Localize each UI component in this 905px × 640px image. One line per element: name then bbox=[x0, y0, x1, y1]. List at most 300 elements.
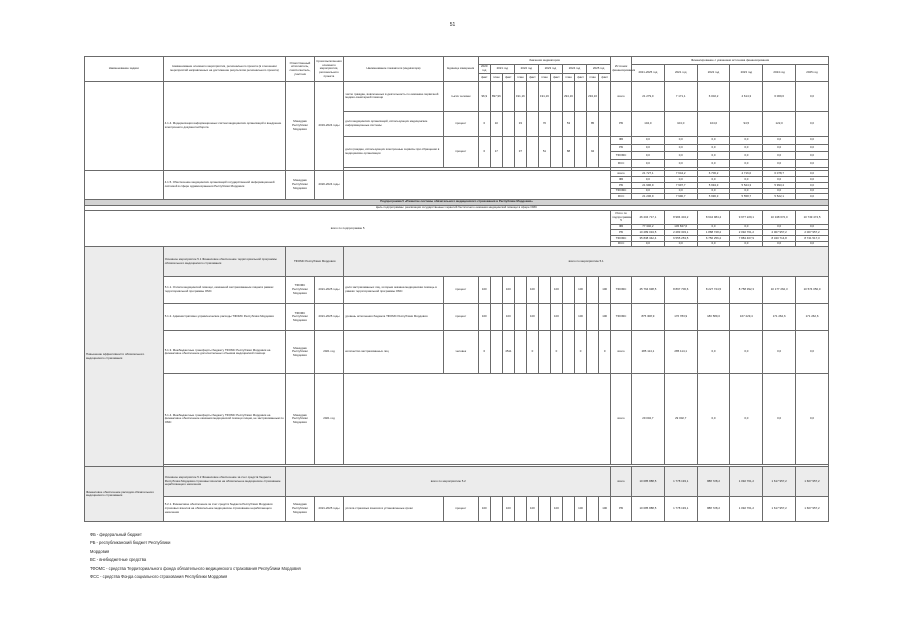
fund-cell: 0,0 bbox=[730, 144, 763, 152]
fund-cell: 0,0 bbox=[796, 111, 829, 136]
value-cell: 70 bbox=[538, 111, 550, 136]
event-5-2-1: 5.2.1. Финансовое обеспечение за счет средств бюджета Республики Мордовия страховых взносов на обязательное медицинское страхование неработающего населения bbox=[163, 496, 286, 521]
table-row bbox=[85, 247, 829, 276]
fund-cell: 104,0 bbox=[664, 111, 697, 136]
value-cell bbox=[514, 276, 526, 303]
value-cell: 100 bbox=[502, 276, 514, 303]
fund-cell: 0,0 bbox=[796, 224, 829, 230]
fund-cell: 29 002,7 bbox=[664, 374, 697, 465]
fund-cell: 1 888 728,2 bbox=[697, 230, 730, 236]
fund-cell: 0,0 bbox=[730, 331, 763, 374]
fund-total-year: 2021-2025 год bbox=[631, 64, 664, 81]
value-cell: 0 bbox=[478, 136, 490, 168]
value-cell: 51 bbox=[538, 136, 550, 168]
year-2021: 2021 год bbox=[490, 64, 514, 73]
source-cell: РБ bbox=[611, 144, 632, 152]
value-cell: 294,16 bbox=[562, 82, 574, 111]
executor-cell: Минздрав Республики Мордовия bbox=[286, 331, 314, 374]
value-cell bbox=[514, 331, 526, 374]
fund-cell: 0,0 bbox=[763, 136, 796, 144]
table-row bbox=[85, 211, 829, 224]
legend-item: ВС - внебюджетные средства bbox=[90, 557, 147, 563]
fund-cell: 8 644 984,4 bbox=[697, 211, 730, 224]
value-cell bbox=[587, 331, 599, 374]
abbreviations-legend bbox=[90, 531, 301, 581]
value-cell: 53 bbox=[562, 111, 574, 136]
fund-cell: 0,0 bbox=[796, 160, 829, 168]
fund-cell: 7 990,7 bbox=[664, 194, 697, 200]
event-4-1-5: 4.1.5. Обеспечение медицинских организаций государственной информационной системой в сфере здравоохранения Республики Мордовия bbox=[163, 170, 286, 199]
fund-cell: 0,0 bbox=[796, 194, 829, 200]
year-2024: 2024 год bbox=[562, 64, 586, 73]
value-cell bbox=[599, 82, 611, 111]
fund-cell: 145 847,6 bbox=[664, 224, 697, 230]
fund-cell: 10 177 262,3 bbox=[763, 276, 796, 303]
unit-cell: процент bbox=[443, 276, 478, 303]
fund-cell: 0,0 bbox=[763, 144, 796, 152]
fund-cell: 0,0 bbox=[664, 188, 697, 194]
value-cell bbox=[575, 136, 587, 168]
fund-cell: 0,0 bbox=[697, 374, 730, 465]
source-cell: ФСС bbox=[611, 241, 632, 247]
value-cell bbox=[562, 276, 574, 303]
value-cell: 100 bbox=[526, 276, 538, 303]
plan-label: план bbox=[490, 74, 502, 82]
indicator-cell: доля медицинских организаций, использующих медицинские информационные системы bbox=[344, 111, 444, 136]
col-task: Наименование задачи bbox=[85, 57, 164, 82]
col-source: Источник финансирования bbox=[611, 57, 632, 82]
fund-cell: 1 607 957,2 bbox=[796, 467, 829, 496]
period-cell: 2021-2025 годы bbox=[314, 496, 344, 521]
fund-cell: 0,0 bbox=[697, 160, 730, 168]
fund-cell: 77 340,2 bbox=[631, 224, 664, 230]
col-indicator: Наименование показателя (индикатора) bbox=[344, 57, 444, 82]
fund-cell: 6 078,7 bbox=[763, 170, 796, 177]
legend-item: Мордовия bbox=[90, 548, 110, 554]
fund-cell: 104,0 bbox=[631, 111, 664, 136]
subprogram-title: Подпрограмма 5 «Развитие системы обязательного медицинского страхования в Республике Мордовия» bbox=[85, 199, 829, 205]
fund-cell: 0,0 bbox=[763, 177, 796, 183]
col-indicator-values: Значения индикаторов bbox=[478, 57, 610, 65]
source-cell: ФБ bbox=[611, 136, 632, 144]
source-cell: ТФОМС bbox=[611, 304, 632, 331]
event-5-1: Основное мероприятие 5.1 Финансовое обеспечение территориальной программы обязательного медицинского страхования bbox=[163, 247, 286, 276]
fund-cell: 0,0 bbox=[664, 160, 697, 168]
fund-cell: 0,0 bbox=[796, 170, 829, 177]
fund-cell: 167 229,4 bbox=[730, 304, 763, 331]
value-cell bbox=[538, 496, 550, 521]
event-5-2: Основное мероприятие 5.2 Финансовое обеспечение за счет средств бюджета Республики Мордовия страховых взносов на обязательное медицинское страхование неработающего населения bbox=[163, 467, 286, 496]
value-cell: 0 bbox=[599, 331, 611, 374]
source-cell: ФБ bbox=[611, 224, 632, 230]
executor-cell: Минздрав Республики Мордовия bbox=[286, 170, 314, 199]
value-cell: 191,16 bbox=[514, 82, 526, 111]
source-cell: ТФОМС bbox=[611, 236, 632, 242]
fund-cell: 0,0 bbox=[697, 224, 730, 230]
fund-cell: 10 749 474,5 bbox=[796, 211, 829, 224]
executor-cell: ТФОМС Республики Мордовия bbox=[286, 304, 314, 331]
fund-2022: 2022 год bbox=[697, 64, 730, 81]
value-cell: 100 bbox=[550, 276, 562, 303]
value-cell: 100 bbox=[599, 496, 611, 521]
subprogram-total-label: всего по подпрограмме 5 bbox=[85, 211, 611, 247]
value-cell: 0 bbox=[575, 331, 587, 374]
fund-cell: 2 007 957,2 bbox=[796, 230, 829, 236]
program-table bbox=[84, 56, 829, 522]
task-5-2: Финансовое обеспечение расходов обязательного медицинского страхования bbox=[85, 467, 164, 522]
period-cell: 2019-2024 годы bbox=[314, 82, 344, 170]
fund-cell: 10 085 888,5 bbox=[631, 467, 664, 496]
fund-cell: 0,0 bbox=[796, 331, 829, 374]
fact-label: факт bbox=[599, 74, 611, 82]
value-cell bbox=[599, 136, 611, 168]
fund-cell: 0,0 bbox=[796, 152, 829, 160]
event-4-1-4: 4.1.4. Модернизация информационных систем медицинских организаций и внедрение электронного документооборота bbox=[163, 82, 286, 170]
executor-cell: Минздрав Республики Мордовия bbox=[286, 496, 314, 521]
value-cell bbox=[526, 111, 538, 136]
executor-cell: Минздрав Республики Мордовия bbox=[286, 82, 314, 170]
year-2025: 2025 год bbox=[587, 64, 611, 73]
year-2023: 2023 год bbox=[538, 64, 562, 73]
source-cell: ТФОМС bbox=[611, 276, 632, 303]
year-2020: 2020 год bbox=[478, 64, 490, 73]
plan-label: план bbox=[514, 74, 526, 82]
executor-cell: Минздрав Республики Мордовия bbox=[286, 374, 314, 465]
value-cell: 294,16 bbox=[587, 82, 599, 111]
period-cell: 2021 год bbox=[314, 331, 344, 374]
value-cell: 88 bbox=[562, 136, 574, 168]
value-cell bbox=[538, 276, 550, 303]
period-cell: 2021-2025 годы bbox=[314, 304, 344, 331]
fund-cell: 122,0 bbox=[763, 111, 796, 136]
value-cell: 10 bbox=[490, 111, 502, 136]
fund-cell: 0,0 bbox=[664, 136, 697, 144]
fund-cell: 2 092 761,2 bbox=[730, 230, 763, 236]
table-row bbox=[85, 467, 829, 496]
fund-cell: 1 617 957,2 bbox=[763, 467, 796, 496]
value-cell: 100 bbox=[550, 304, 562, 331]
indicator-cell: уплата страховых взносов в установленные сроки bbox=[344, 496, 444, 521]
fund-cell: 6 069,6 bbox=[763, 82, 796, 111]
value-cell: 897,96 bbox=[490, 82, 502, 111]
fund-cell: 0,0 bbox=[730, 241, 763, 247]
table-row bbox=[85, 331, 829, 374]
fund-cell: 0,0 bbox=[763, 188, 796, 194]
fund-cell: 180 589,0 bbox=[697, 304, 730, 331]
source-cell: всего bbox=[611, 467, 632, 496]
period-cell: 2021-2025 годы bbox=[314, 276, 344, 303]
fund-cell: 46 204 717,1 bbox=[631, 211, 664, 224]
fund-cell: 10 574 050,0 bbox=[796, 276, 829, 303]
value-cell: 100 bbox=[502, 304, 514, 331]
source-cell: ФБ bbox=[611, 177, 632, 183]
value-cell: 33 bbox=[514, 111, 526, 136]
fund-cell: 1 778 193,1 bbox=[664, 496, 697, 521]
fund-cell: 1 617 957,2 bbox=[763, 496, 796, 521]
value-cell bbox=[550, 82, 562, 111]
fact-label: факт bbox=[502, 74, 514, 82]
fund-cell: 4 614,3 bbox=[730, 82, 763, 111]
indicator-cell: количество застрахованных лиц bbox=[344, 331, 444, 374]
fund-cell: 1 607 957,2 bbox=[796, 496, 829, 521]
value-cell bbox=[599, 111, 611, 136]
fund-cell: 6 756 256,2 bbox=[697, 236, 730, 242]
fund-cell: 0,0 bbox=[664, 144, 697, 152]
value-cell: 100 bbox=[575, 496, 587, 521]
event-5-1-2: 5.1.2. Административно-управленческие расходы ТФОМС Республики Мордовия bbox=[163, 304, 286, 331]
legend-item: ТФОМС - средства Территориального фонда обязательного медицинского страхования Республики Мордовия bbox=[90, 565, 301, 571]
value-cell bbox=[514, 496, 526, 521]
fund-cell: 0,0 bbox=[631, 177, 664, 183]
legend-item: РБ - республиканский бюджет Республики bbox=[90, 540, 171, 546]
value-cell bbox=[490, 304, 502, 331]
fund-cell: 171 262,6 bbox=[796, 304, 829, 331]
unit-cell: тысяч человек bbox=[443, 82, 478, 111]
fund-cell: 7 997,7 bbox=[664, 183, 697, 189]
fund-cell: 0,0 bbox=[664, 177, 697, 183]
fund-cell: 0,0 bbox=[730, 136, 763, 144]
fact-label: факт bbox=[575, 74, 587, 82]
plan-label: план bbox=[587, 74, 599, 82]
task-5-1: Повышение эффективности обязательного медицинского страхования bbox=[85, 247, 164, 467]
value-cell bbox=[587, 276, 599, 303]
fund-cell: 285 114,1 bbox=[631, 331, 664, 374]
fund-cell: 94,5 bbox=[730, 111, 763, 136]
fund-cell: 5 522,1 bbox=[763, 194, 796, 200]
fund-cell: 29 002,7 bbox=[631, 374, 664, 465]
value-cell: 17 bbox=[490, 136, 502, 168]
col-unit: Единица измерения bbox=[443, 57, 478, 82]
col-event: Наименование основного мероприятия, регионального проекта (в отношении мероприятий направленных на достижение результатов регионального проекта) bbox=[163, 57, 286, 82]
executor-cell: ТФОМС Республики Мордовия bbox=[286, 247, 344, 276]
fund-cell: 0,0 bbox=[631, 152, 664, 160]
col-executor: Ответственный исполнитель, соисполнитель, участник bbox=[286, 57, 314, 82]
fact-label: факт bbox=[478, 74, 490, 82]
unit-cell: процент bbox=[443, 304, 478, 331]
value-cell bbox=[575, 82, 587, 111]
fund-cell: 0,0 bbox=[796, 241, 829, 247]
value-cell: 100 bbox=[550, 496, 562, 521]
value-cell bbox=[562, 496, 574, 521]
fund-cell: 5 993,4 bbox=[763, 183, 796, 189]
source-cell: всего bbox=[611, 331, 632, 374]
fund-cell: 7 644,2 bbox=[664, 170, 697, 177]
fund-2023: 2023 год bbox=[730, 64, 763, 81]
plan-label: план bbox=[538, 74, 550, 82]
source-cell: РБ bbox=[611, 496, 632, 521]
value-cell: 100 bbox=[599, 276, 611, 303]
fund-cell: 0,0 bbox=[631, 188, 664, 194]
value-cell: 100 bbox=[575, 276, 587, 303]
fund-cell: 171 262,6 bbox=[763, 304, 796, 331]
value-cell bbox=[502, 82, 514, 111]
value-cell: 37 bbox=[514, 136, 526, 168]
source-cell: Итого по подпрограмме 5 bbox=[612, 211, 632, 223]
page-number: 51 bbox=[449, 22, 456, 28]
table-row bbox=[85, 170, 829, 177]
source-cell: всего bbox=[611, 374, 632, 465]
fund-2024: 2024 год bbox=[763, 64, 796, 81]
fund-cell: 0,0 bbox=[697, 331, 730, 374]
fund-cell: 35 838 342,4 bbox=[631, 236, 664, 242]
fund-cell: 104,0 bbox=[697, 111, 730, 136]
col-funding: Финансирование с указанием источника финансирования bbox=[631, 57, 828, 65]
table-row bbox=[85, 374, 829, 465]
subprogram-goal: Цель подпрограммы: реализация государственных гарантий бесплатного оказания медицинской помощи в сфере ОМС bbox=[85, 205, 829, 211]
fund-cell: 7 171,1 bbox=[664, 82, 697, 111]
fund-2025: 2025 год bbox=[796, 64, 829, 81]
value-cell bbox=[490, 331, 502, 374]
fund-cell: 5 996,3 bbox=[697, 194, 730, 200]
fund-cell: 0,0 bbox=[796, 144, 829, 152]
source-cell: ФСС bbox=[611, 194, 632, 200]
value-cell bbox=[550, 136, 562, 168]
fund-cell: 21 996,9 bbox=[631, 183, 664, 189]
fund-cell: 45 764 938,5 bbox=[631, 276, 664, 303]
value-cell bbox=[587, 304, 599, 331]
value-cell bbox=[490, 276, 502, 303]
fund-cell: 0,0 bbox=[730, 374, 763, 465]
value-cell: 0 bbox=[478, 331, 490, 374]
fund-cell: 10 289 034,5 bbox=[631, 230, 664, 236]
period-cell: 2020-2024 годы bbox=[314, 170, 344, 199]
fund-cell: 875 308,9 bbox=[631, 304, 664, 331]
fund-cell: 8 984 404,2 bbox=[664, 211, 697, 224]
table-row bbox=[85, 82, 829, 111]
fund-cell: 2 283 303,1 bbox=[664, 230, 697, 236]
value-cell: 100 bbox=[478, 496, 490, 521]
fund-cell: 0,0 bbox=[763, 152, 796, 160]
fund-cell: 0,0 bbox=[796, 183, 829, 189]
fund-cell: 888 728,2 bbox=[697, 467, 730, 496]
fact-label: факт bbox=[550, 74, 562, 82]
value-cell: 94 bbox=[587, 136, 599, 168]
value-cell: 0 bbox=[478, 111, 490, 136]
fund-cell: 0,0 bbox=[763, 241, 796, 247]
fund-cell: 285 114,1 bbox=[664, 331, 697, 374]
value-cell: 100 bbox=[502, 496, 514, 521]
value-cell bbox=[562, 331, 574, 374]
unit-cell: процент bbox=[443, 111, 478, 136]
col-period: Сроки выполнения основного мероприятия, регионального проекта bbox=[314, 57, 344, 82]
fund-cell: 0,0 bbox=[664, 152, 697, 160]
fund-cell: 0,0 bbox=[763, 160, 796, 168]
fund-cell: 5 994,3 bbox=[697, 183, 730, 189]
source-cell: всего bbox=[611, 170, 632, 177]
fund-cell: 8 227 724,5 bbox=[697, 276, 730, 303]
value-cell bbox=[538, 331, 550, 374]
indicator-cell: доля граждан, использующих электронные сервисы при обращении в медицинские организации bbox=[344, 136, 444, 168]
unit-cell: человек bbox=[443, 331, 478, 374]
executor-cell: ТФОМС Республики Мордовия bbox=[286, 276, 314, 303]
table-row bbox=[85, 276, 829, 303]
source-cell: РБ bbox=[611, 230, 632, 236]
unit-cell: процент bbox=[443, 136, 478, 168]
fact-label: факт bbox=[526, 74, 538, 82]
indicator-cell: число граждан, вовлеченных в деятельность по оказанию первичной медико-санитарной помощи bbox=[344, 82, 444, 111]
fund-cell: 1 092 761,2 bbox=[730, 467, 763, 496]
source-cell: ФСС bbox=[611, 160, 632, 168]
value-cell: 0 bbox=[526, 331, 538, 374]
fund-cell: 8 741 517,3 bbox=[796, 236, 829, 242]
fund-cell: 5 558,7 bbox=[730, 194, 763, 200]
source-cell: РБ bbox=[611, 111, 632, 136]
value-cell bbox=[502, 111, 514, 136]
fund-cell: 21 279,0 bbox=[631, 82, 664, 111]
indicator-cell: доля застрахованных лиц, которым оказана медицинская помощь в рамках территориальной программы ОМС bbox=[344, 276, 444, 303]
fund-cell: 888 728,2 bbox=[697, 496, 730, 521]
fund-cell: 0,0 bbox=[697, 144, 730, 152]
fund-cell: 0,0 bbox=[796, 188, 829, 194]
value-cell bbox=[562, 304, 574, 331]
value-cell: 0 bbox=[550, 331, 562, 374]
indicator-cell: уровень исполнения бюджета ТФОМС Республики Мордовия bbox=[344, 304, 444, 331]
fund-cell: 0,0 bbox=[664, 241, 697, 247]
value-cell: 100 bbox=[478, 276, 490, 303]
period-cell: 2021 год bbox=[314, 374, 344, 465]
value-cell bbox=[526, 82, 538, 111]
fund-cell: 10 085 888,5 bbox=[631, 496, 664, 521]
fund-cell: 0,0 bbox=[730, 188, 763, 194]
source-cell: ТФОМС bbox=[611, 152, 632, 160]
fund-cell: 0,0 bbox=[631, 241, 664, 247]
table-row bbox=[85, 304, 829, 331]
value-cell: 100 bbox=[599, 304, 611, 331]
fund-cell: 7 884 467,9 bbox=[730, 236, 763, 242]
value-cell bbox=[502, 136, 514, 168]
source-cell: РБ bbox=[611, 183, 632, 189]
fund-cell: 0,0 bbox=[796, 136, 829, 144]
fund-cell: 0,0 bbox=[796, 374, 829, 465]
fund-cell: 0,0 bbox=[697, 136, 730, 144]
fund-cell: 6 555 253,5 bbox=[664, 236, 697, 242]
event-5-1-total: всего по мероприятию 5.1 bbox=[344, 247, 829, 276]
event-5-2-total: всего по мероприятию 5.2 bbox=[286, 467, 611, 496]
fund-cell: 4 716,0 bbox=[730, 170, 763, 177]
value-cell bbox=[538, 304, 550, 331]
fund-cell: 0,0 bbox=[763, 374, 796, 465]
value-cell: 96,9 bbox=[478, 82, 490, 111]
fund-cell: 0,0 bbox=[697, 188, 730, 194]
fund-cell: 6 706,2 bbox=[697, 170, 730, 177]
fund-cell: 0,0 bbox=[796, 82, 829, 111]
plan-label: план bbox=[562, 74, 574, 82]
fund-cell: 8 340 714,8 bbox=[763, 236, 796, 242]
value-cell: 100 bbox=[478, 304, 490, 331]
fund-cell: 21 206,9 bbox=[631, 194, 664, 200]
fund-cell: 1 092 761,2 bbox=[730, 496, 763, 521]
table-row bbox=[85, 496, 829, 521]
legend-item: ФСС - средства Фонда социального страхования Республики Мордовия bbox=[90, 574, 228, 580]
fund-cell: 6 002,2 bbox=[697, 82, 730, 111]
value-cell: 100 bbox=[526, 496, 538, 521]
event-5-1-4: 5.1.4. Межбюджетные трансферты бюджету ТФОМС Республики Мордовия на финансовое обеспечение оказания медицинской помощи лицам, не застрахованным по ОМС bbox=[163, 374, 286, 465]
value-cell bbox=[514, 304, 526, 331]
fund-cell: 0,0 bbox=[631, 160, 664, 168]
value-cell: 85 bbox=[587, 111, 599, 136]
fund-cell: 0,0 bbox=[697, 152, 730, 160]
value-cell: 100 bbox=[575, 304, 587, 331]
fund-cell: 10 348 672,0 bbox=[763, 211, 796, 224]
event-5-1-3: 5.1.3. Межбюджетные трансферты бюджету ТФОМС Республики Мордовия на финансовое обеспечение дополнительных объемов медицинской помощи bbox=[163, 331, 286, 374]
fund-cell: 0,0 bbox=[730, 152, 763, 160]
fund-cell: 0,0 bbox=[631, 136, 664, 144]
value-cell bbox=[575, 111, 587, 136]
event-5-1-1: 5.1.1. Оплата медицинской помощи, оказанной застрахованным лицам в рамках территориальной программы ОМС bbox=[163, 276, 286, 303]
fund-cell: 5 524,3 bbox=[730, 183, 763, 189]
source-cell: ТФОМС bbox=[611, 188, 632, 194]
fund-cell: 0,0 bbox=[631, 144, 664, 152]
